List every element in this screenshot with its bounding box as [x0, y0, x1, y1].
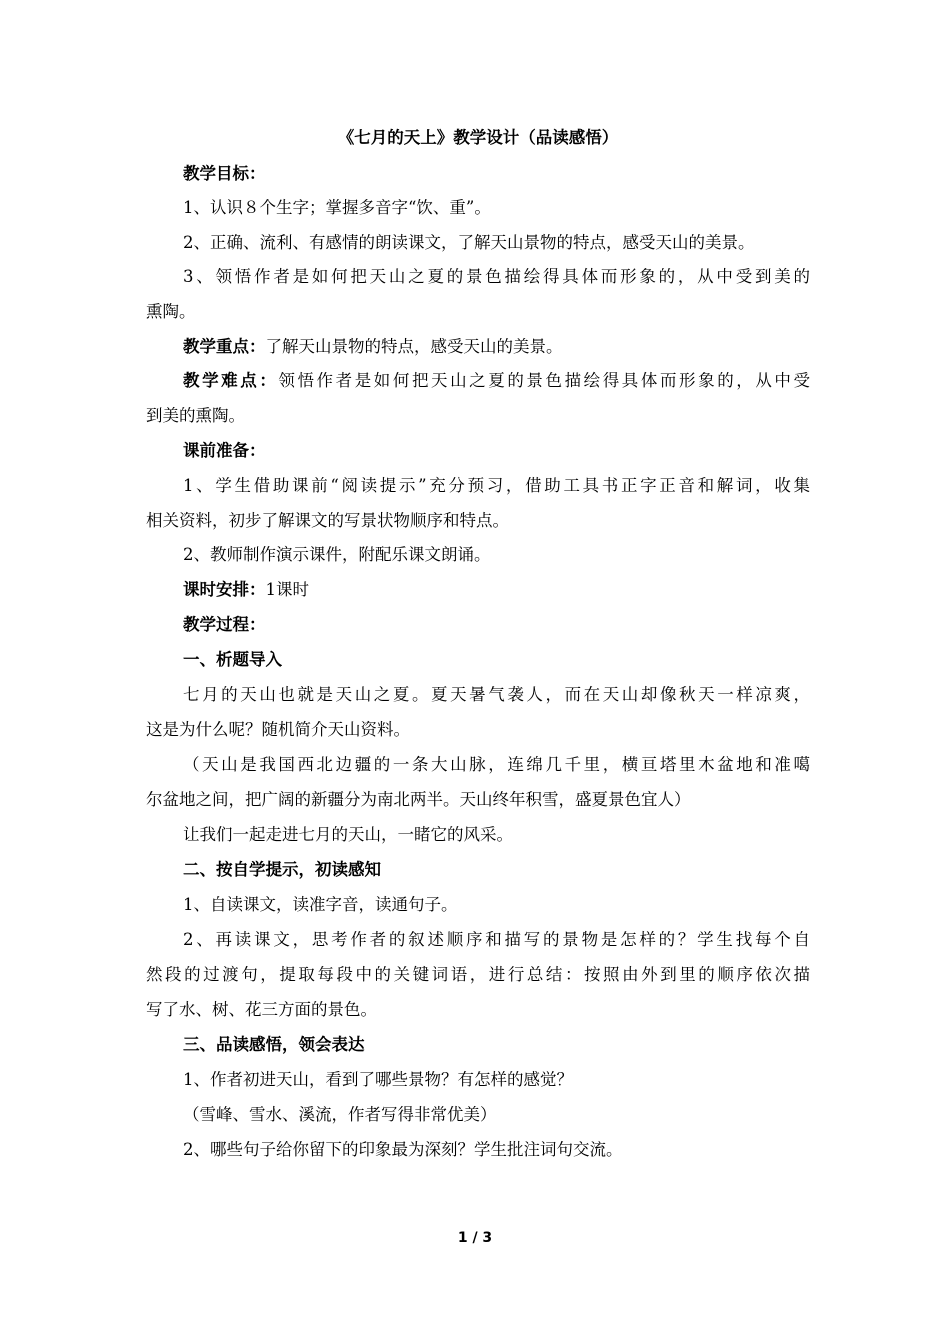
section-1-p3: 让我们一起走进七月的天山，一睹它的风采。 [183, 825, 513, 844]
objective-3-line-1: 3、领悟作者是如何把天山之夏的景色描绘得具体而形象的，从中受到美的 [183, 267, 810, 286]
section-2-p2-line-2: 然段的过渡句，提取每段中的关键词语，进行总结：按照由外到里的顺序依次描 [146, 965, 810, 984]
key-point-text: 了解天山景物的特点，感受天山的美景。 [265, 337, 563, 356]
document-title: 《七月的天上》教学设计（品读感悟） [337, 128, 619, 147]
difficulty-label: 教学难点： [183, 371, 279, 390]
objective-2: 2、正确、流利、有感情的朗读课文，了解天山景物的特点，感受天山的美景。 [183, 233, 755, 252]
section-1-p1-line-1: 七月的天山也就是天山之夏。夏天暑气袭人，而在天山却像秋天一样凉爽， [183, 685, 810, 704]
section-1-p2-line-2: 尔盆地之间，把广阔的新疆分为南北两半。天山终年积雪，盛夏景色宜人） [146, 790, 691, 809]
schedule [146, 576, 810, 604]
section-3-p2: （雪峰、雪水、溪流，作者写得非常优美） [183, 1105, 497, 1124]
section-3-heading: 三、品读感悟，领会表达 [183, 1035, 365, 1054]
process-heading: 教学过程： [183, 615, 266, 634]
section-1-p1-line-2: 这是为什么呢？随机简介天山资料。 [146, 720, 410, 739]
prep-1-line-2: 相关资料，初步了解课文的写景状物顺序和特点。 [146, 511, 509, 530]
schedule-label: 课时安排： [183, 580, 266, 599]
key-point [146, 333, 810, 361]
section-3-p3: 2、哪些句子给你留下的印象最为深刻？学生批注词句交流。 [183, 1140, 623, 1159]
difficulty-text: 领悟作者是如何把天山之夏的景色描绘得具体而形象的，从中受 [278, 371, 810, 390]
section-1-p2-line-1: （天山是我国西北边疆的一条大山脉，连绵几千里，横亘塔里木盆地和准噶 [183, 755, 810, 774]
section-1-heading: 一、析题导入 [183, 650, 282, 669]
objective-1: 1、认识８个生字；掌握多音字“饮、重”。 [183, 198, 491, 217]
key-point-label: 教学重点： [183, 337, 266, 356]
section-2-heading: 二、按自学提示，初读感知 [183, 860, 381, 879]
prep-heading: 课前准备： [183, 441, 266, 460]
section-2-p1: 1、自读课文，读准字音，读通句子。 [183, 895, 458, 914]
prep-2: 2、教师制作演示课件，附配乐课文朗诵。 [183, 545, 491, 564]
section-2-p2-line-1: 2、再读课文，思考作者的叙述顺序和描写的景物是怎样的？学生找每个自 [183, 930, 810, 949]
section-3-p1: 1、作者初进天山，看到了哪些景物？有怎样的感觉？ [183, 1070, 573, 1089]
difficulty-line-2: 到美的熏陶。 [146, 406, 245, 425]
section-2-p2-line-3: 写了水、树、花三方面的景色。 [146, 1000, 377, 1019]
difficulty-line-1 [146, 367, 810, 395]
objectives-heading: 教学目标： [183, 164, 266, 183]
prep-1-line-1: 1、学生借助课前“阅读提示”充分预习，借助工具书正字正音和解词，收集 [183, 476, 810, 495]
schedule-text: 1课时 [265, 580, 309, 599]
page-number: 1 / 3 [457, 1230, 493, 1246]
objective-3-line-2: 熏陶。 [146, 302, 196, 321]
